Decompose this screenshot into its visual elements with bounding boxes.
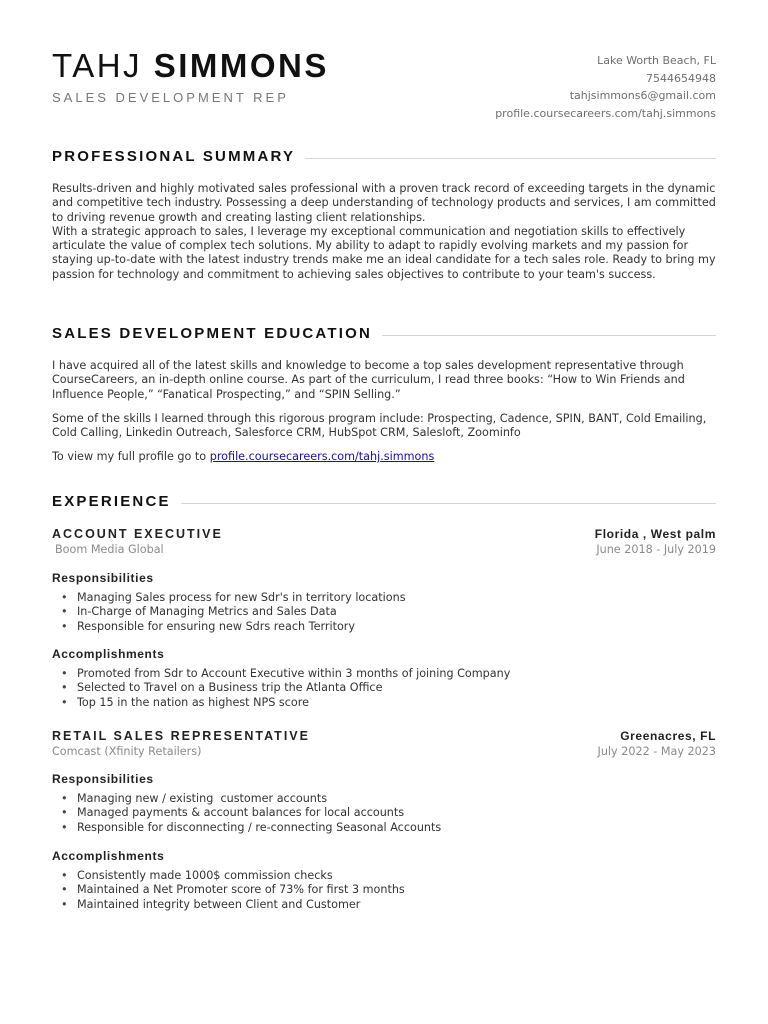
list-item: • Responsible for ensuring new Sdrs reach Territory (52, 620, 406, 634)
contact-location: Lake Worth Beach, FL (597, 54, 716, 67)
list-item: • In-Charge of Managing Metrics and Sales Data (52, 605, 406, 619)
education-text (52, 359, 718, 402)
accomplishments-heading: Accomplishments (52, 647, 165, 661)
section-divider (305, 158, 716, 159)
summary-paragraph: With a strategic approach to sales, I leverage my exceptional communication and negotiation skills to effectively articulate the value of complex tech solutions. My ability to adapt to rapidly evolving markets and my passion for staying up-to-date with the latest industry trends make me an ideal candidate for a tech sales role. Ready to bring my passion for technology and commitment to achieving sales objectives to contribute to your team's success. (52, 224, 716, 281)
last-name: SIMMONS (153, 47, 329, 84)
contact-email: tahjsimmons6@gmail.com (569, 89, 716, 103)
list-item: • Managing Sales process for new Sdr's in territory locations (52, 591, 406, 605)
resume-header (52, 0, 716, 130)
responsibilities-heading: Responsibilities (52, 772, 154, 786)
job-dates: June 2018 - July 2019 (596, 543, 716, 556)
list-item: • Consistently made 1000$ commission checks (52, 869, 405, 883)
contact-profile: profile.coursecareers.com/tahj.simmons (495, 107, 716, 121)
education-paragraph: I have acquired all of the latest skills and knowledge to become a top sales development representative through CourseCareers, an in-depth online course. As part of the curriculum, I read three books: “How to Win Friends and Influence People,” “Fanatical Prospecting,” and “SPIN Selling.” (52, 359, 685, 401)
education-paragraph: Some of the skills I learned through this rigorous program include: Prospecting, Cadence, SPIN, BANT, Cold Emailing, Cold Calling, Linkedin Outreach, Salesforce CRM, HubSpot CRM, Salesloft, Zoominfo (52, 412, 707, 440)
experience-section-heading (52, 491, 716, 511)
job-company: Boom Media Global (55, 543, 164, 556)
summary-text (52, 182, 718, 282)
contact-phone: 7544654948 (646, 71, 716, 85)
first-name: TAHJ (52, 47, 143, 84)
list-item: • Selected to Travel on a Business trip the Atlanta Office (52, 681, 510, 695)
job-location: Greenacres, FL (620, 729, 716, 743)
profile-link[interactable]: profile.coursecareers.com/tahj.simmons (209, 450, 435, 463)
responsibilities-list (52, 591, 406, 634)
list-item: • Managing new / existing customer accounts (52, 792, 441, 806)
section-title: PROFESSIONAL SUMMARY (52, 147, 296, 165)
education-section-heading (52, 323, 716, 343)
job-role-subtitle: SALES DEVELOPMENT REP (52, 90, 289, 105)
job-location: Florida , West palm (594, 527, 716, 541)
responsibilities-heading: Responsibilities (52, 571, 154, 585)
responsibilities-list (52, 792, 441, 835)
section-divider (382, 335, 716, 336)
list-item: • Managed payments & account balances for local accounts (52, 806, 441, 820)
job-title: RETAIL SALES REPRESENTATIVE (52, 729, 310, 743)
candidate-name (52, 44, 329, 88)
list-item: • Responsible for disconnecting / re-connecting Seasonal Accounts (52, 821, 441, 835)
job-dates: July 2022 - May 2023 (597, 745, 716, 758)
job-title: ACCOUNT EXECUTIVE (52, 527, 223, 541)
job-company: Comcast (Xfinity Retailers) (52, 745, 202, 758)
section-title: EXPERIENCE (52, 492, 171, 510)
education-skills-text (52, 412, 718, 441)
profile-prefix: To view my full profile go to (52, 450, 210, 463)
contact-block (495, 52, 716, 123)
accomplishments-list (52, 869, 405, 912)
accomplishments-list (52, 667, 510, 710)
section-divider (181, 503, 716, 504)
list-item: • Top 15 in the nation as highest NPS score (52, 696, 510, 710)
summary-section-heading (52, 146, 716, 166)
accomplishments-heading: Accomplishments (52, 849, 165, 863)
education-profile-line (52, 450, 718, 464)
list-item: • Maintained integrity between Client and Customer (52, 898, 405, 912)
list-item: • Promoted from Sdr to Account Executive within 3 months of joining Company (52, 667, 510, 681)
section-title: SALES DEVELOPMENT EDUCATION (52, 324, 372, 342)
resume-page (52, 0, 716, 911)
list-item: • Maintained a Net Promoter score of 73% for first 3 months (52, 883, 405, 897)
summary-paragraph: Results-driven and highly motivated sales professional with a proven track record of exceeding targets in the dynamic and competitive tech industry. Possessing a deep understanding of technology products and services, I am committed to driving revenue growth and creating lasting client relationships. (52, 182, 716, 224)
